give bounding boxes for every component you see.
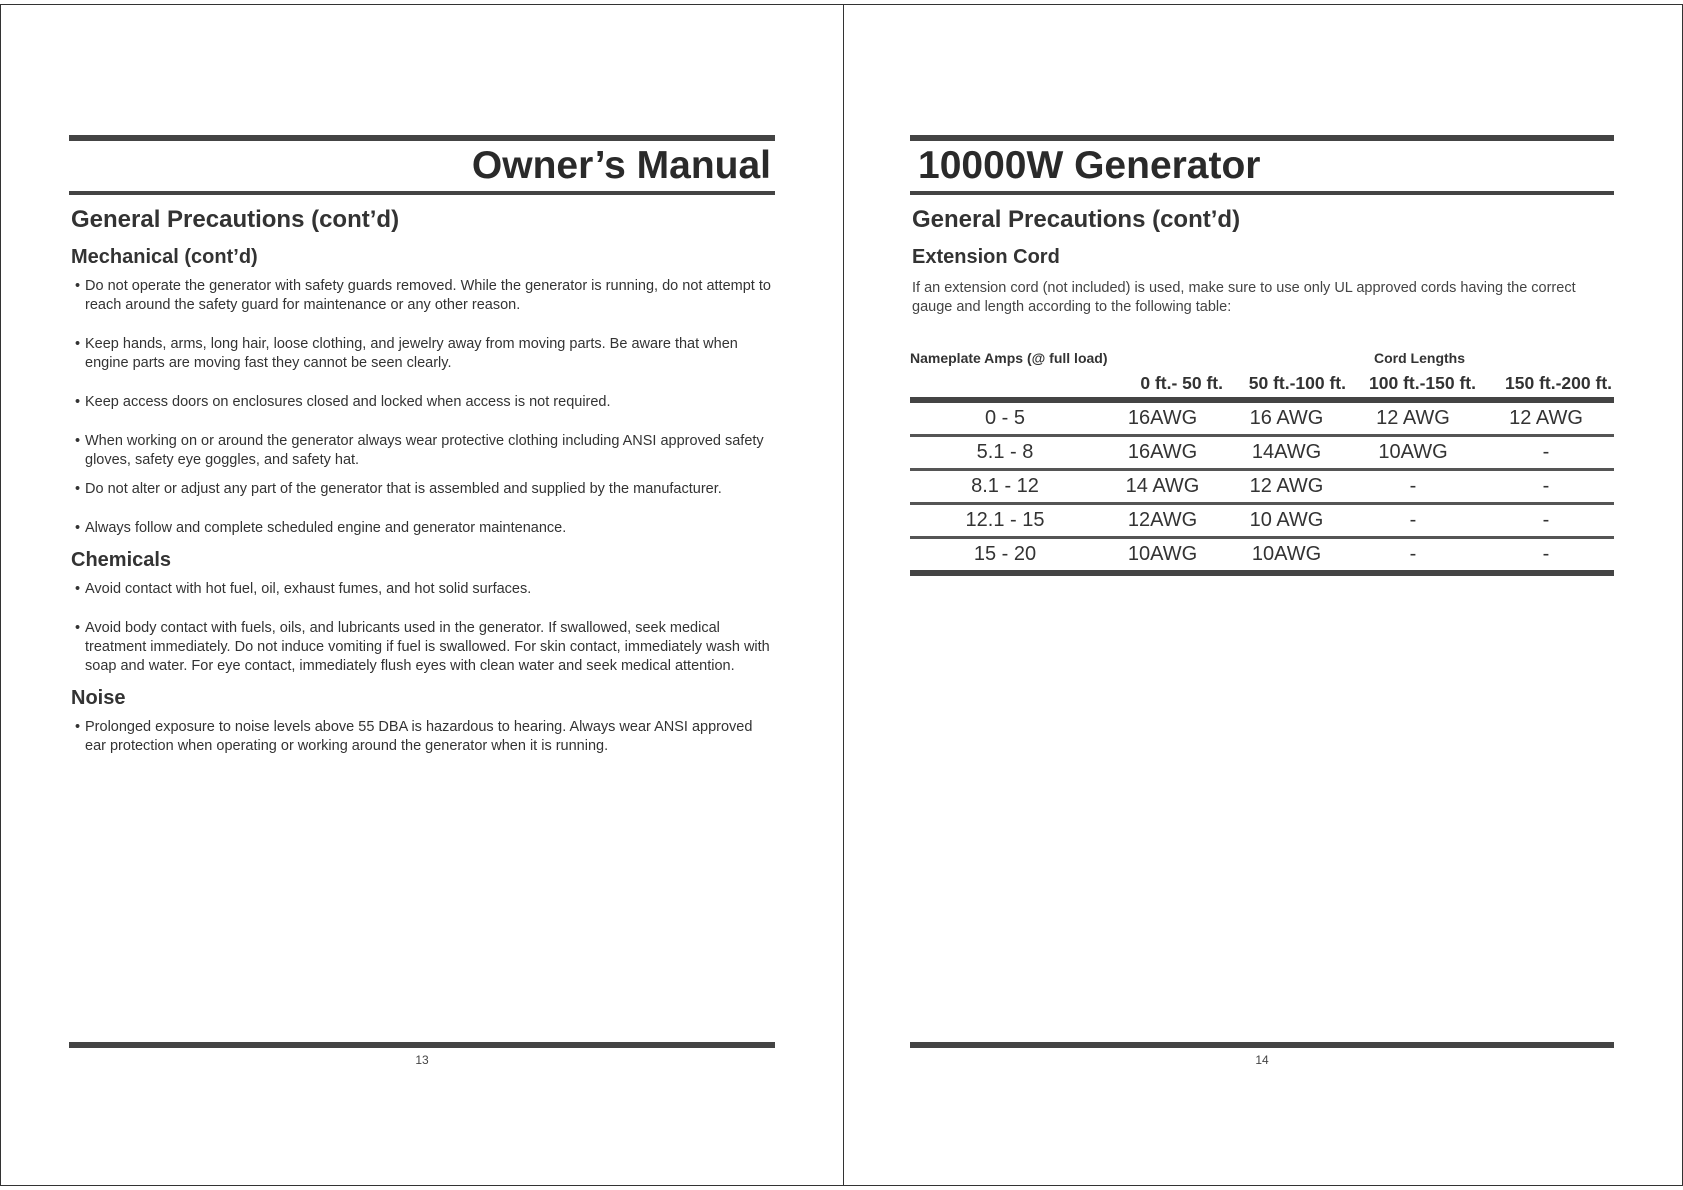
footer-rule bbox=[910, 1042, 1614, 1048]
page-14-footer bbox=[910, 1042, 1614, 1067]
bullet-icon: • bbox=[75, 581, 81, 597]
amps-header: Nameplate Amps (@ full load) bbox=[910, 350, 1108, 366]
bullet-icon: • bbox=[75, 719, 81, 735]
amps-cell: 12.1 - 15 bbox=[910, 504, 1100, 538]
list-item: • Avoid body contact with fuels, oils, and lubricants used in the generator. If swallowed, seek medical treatment immediately. Do not induce vomiting if fuel is swallowed. For skin contact, immediately wash with soap and water. For eye contact, immediately flush eyes with clean water and seek medical attention. bbox=[75, 620, 770, 674]
gauge-cell: 10 AWG bbox=[1225, 504, 1348, 538]
gauge-cell: 10AWG bbox=[1225, 538, 1348, 574]
list-item: • Always follow and complete scheduled engine and generator maintenance. bbox=[75, 520, 567, 536]
empty-header-cell bbox=[910, 369, 1100, 400]
bullet-icon: • bbox=[75, 481, 81, 497]
list-item: • Prolonged exposure to noise levels above 55 DBA is hazardous to hearing. Always wear ANSI approved ear protection when operating or working around the generator when it is running. bbox=[75, 719, 753, 754]
gauge-cell: - bbox=[1348, 470, 1478, 504]
gauge-cell: - bbox=[1348, 538, 1478, 574]
page-13 bbox=[0, 4, 844, 1186]
list-item: • When working on or around the generator always wear protective clothing including ANSI approved safety gloves, safety eye goggles, and safety hat. bbox=[75, 433, 764, 468]
cord-lengths-header: Cord Lengths bbox=[1374, 350, 1465, 366]
gauge-cell: 16 AWG bbox=[1225, 400, 1348, 436]
bullet-icon: • bbox=[75, 394, 81, 410]
column-header: 100 ft.-150 ft. bbox=[1369, 372, 1476, 393]
column-header: 50 ft.-100 ft. bbox=[1248, 372, 1346, 393]
gauge-cell: 12 AWG bbox=[1478, 400, 1614, 436]
banner-title: Owner’s Manual bbox=[471, 144, 771, 187]
column-header: 150 ft.-200 ft. bbox=[1505, 372, 1613, 393]
page-number: 14 bbox=[1255, 1053, 1269, 1067]
gauge-cell: 10AWG bbox=[1348, 436, 1478, 470]
list-item: • Do not alter or adjust any part of the generator that is assembled and supplied by the manufacturer. bbox=[75, 481, 722, 497]
gauge-cell: - bbox=[1478, 470, 1614, 504]
page-number: 13 bbox=[415, 1053, 429, 1067]
gauge-cell: - bbox=[1478, 504, 1614, 538]
gauge-cell: - bbox=[1478, 436, 1614, 470]
gauge-cell: 14AWG bbox=[1225, 436, 1348, 470]
noise-heading: Noise bbox=[71, 687, 126, 709]
footer-rule bbox=[69, 1042, 775, 1048]
amps-cell: 5.1 - 8 bbox=[910, 436, 1100, 470]
noise-list bbox=[69, 718, 775, 756]
banner-bottom-rule bbox=[910, 191, 1614, 195]
chemicals-list bbox=[69, 580, 775, 676]
chemicals-heading: Chemicals bbox=[71, 549, 172, 571]
amps-cell: 15 - 20 bbox=[910, 538, 1100, 574]
bullet-icon: • bbox=[75, 520, 81, 536]
list-item: • Keep hands, arms, long hair, loose clothing, and jewelry away from moving parts. Be aware that when engine parts are moving fast they cannot be seen clearly. bbox=[75, 336, 738, 371]
amps-cell: 0 - 5 bbox=[910, 400, 1100, 436]
extension-cord-heading: Extension Cord bbox=[912, 246, 1060, 268]
bullet-icon: • bbox=[75, 336, 81, 352]
section-title: General Precautions (cont’d) bbox=[71, 206, 400, 233]
page-13-content bbox=[69, 135, 775, 776]
page-13-footer bbox=[69, 1042, 775, 1067]
bullet-icon: • bbox=[75, 433, 81, 449]
gauge-cell: 12 AWG bbox=[1225, 470, 1348, 504]
mechanical-list bbox=[69, 277, 775, 538]
section-title: General Precautions (cont’d) bbox=[912, 206, 1241, 233]
bullet-icon: • bbox=[75, 278, 81, 294]
list-item: • Do not operate the generator with safety guards removed. While the generator is running, do not attempt to reach around the safety guard for maintenance or any other reason. bbox=[75, 278, 771, 313]
table-length-header-row bbox=[910, 369, 1614, 400]
table-row bbox=[910, 538, 1614, 574]
table-row bbox=[910, 504, 1614, 538]
gauge-cell: - bbox=[1348, 504, 1478, 538]
banner-title: 10000W Generator bbox=[918, 144, 1261, 187]
gauge-cell: 16AWG bbox=[1100, 400, 1225, 436]
gauge-cell: 16AWG bbox=[1100, 436, 1225, 470]
table-row bbox=[910, 470, 1614, 504]
table-row bbox=[910, 436, 1614, 470]
extension-cord-table bbox=[910, 347, 1614, 576]
extension-cord-intro: If an extension cord (not included) is used, make sure to use only UL approved cords having the correct gauge and length according to the following table: bbox=[912, 280, 1576, 315]
table-row bbox=[910, 400, 1614, 436]
gauge-cell: 12AWG bbox=[1100, 504, 1225, 538]
list-item: • Avoid contact with hot fuel, oil, exhaust fumes, and hot solid surfaces. bbox=[75, 581, 532, 597]
banner-bottom-rule bbox=[69, 191, 775, 195]
table-header-row bbox=[910, 347, 1614, 369]
column-header: 0 ft.- 50 ft. bbox=[1140, 372, 1223, 393]
gauge-cell: 12 AWG bbox=[1348, 400, 1478, 436]
gauge-cell: - bbox=[1478, 538, 1614, 574]
mechanical-heading: Mechanical (cont’d) bbox=[71, 246, 258, 268]
page-14-content bbox=[910, 135, 1614, 576]
list-item: • Keep access doors on enclosures closed and locked when access is not required. bbox=[75, 394, 611, 410]
gauge-cell: 14 AWG bbox=[1100, 470, 1225, 504]
bullet-icon: • bbox=[75, 620, 81, 636]
amps-cell: 8.1 - 12 bbox=[910, 470, 1100, 504]
page-14 bbox=[843, 4, 1683, 1186]
gauge-cell: 10AWG bbox=[1100, 538, 1225, 574]
